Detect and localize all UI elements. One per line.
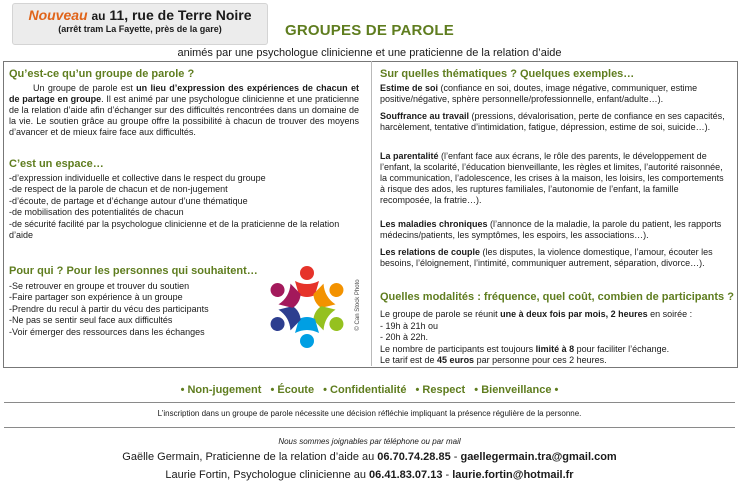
access-info: (arrêt tram La Fayette, près de la gare) [58,24,222,34]
list-item: -Prendre du recul à partir du vécu des participants [9,303,209,314]
address-box [12,3,268,45]
theme-block: La parentalité (l’enfant face aux écrans, le rôle des parents, le développement de l’enfant, la scolarité, l’éducation bienveillante, les règles et limites, l’autorité raisonnée, la communication, l’adolescence, les crises à la maison, les loisirs, les comportements à risque des ados, les ruptures familiales, l’autonomie de l’enfant, la famille recomposée, la fratrie…). [380,151,724,205]
contact-email[interactable]: gaellegermain.tra@gmail.com [460,451,617,463]
space-list [9,173,359,241]
list-item: -Voir émerger des ressources dans les échanges [9,326,205,337]
who-list [9,281,239,338]
address-text: 11, rue de Terre Noire [109,7,252,23]
people-circle-logo [262,262,352,352]
page-subtitle: animés par une psychologue clinicienne et une praticienne de la relation d’aide [177,47,562,59]
section-heading-themes: Sur quelles thématiques ? Quelques exemples… [380,68,635,80]
divider-top [4,402,735,403]
address-prefix: au [91,9,106,23]
logo-credit-wrap [352,262,364,352]
address-line [13,7,267,23]
contact-name: Laurie Fortin [165,469,228,481]
value-item: • Écoute [270,384,315,396]
list-item: -de mobilisation des potentialités de chacun [9,207,184,218]
contact-name: Gaëlle Germain [122,451,200,463]
nouveau-label: Nouveau [28,7,88,23]
time-slot: - 20h à 22h. [380,332,429,343]
logo-credit: © Can Stock Photo [355,279,361,331]
value-item: • Confidentialité [323,384,407,396]
contact-phone[interactable]: 06.41.83.07.13 [369,469,443,481]
divider-bottom [4,427,735,428]
value-item: • Bienveillance • [474,384,559,396]
theme-block: Les relations de couple (les disputes, la violence domestique, l’amour, écouter les besoins, l’éloignement, l’intimité, communiquer autrement, séparation, divorce…). [380,247,713,268]
value-item: • Respect [415,384,466,396]
list-item: -d’écoute, de partage et d’échange autour d’une thématique [9,195,248,206]
list-item: -Se retrouver en groupe et trouver du soutien [9,281,190,291]
section-heading-who: Pour qui ? Pour les personnes qui souhaitent… [9,265,258,277]
column-divider [371,61,372,366]
list-item: -Faire partager son expérience à un groupe [9,292,183,303]
section-heading-modalities: Quelles modalités : fréquence, quel coût, combien de participants ? [380,291,734,303]
value-item: • Non-jugement [180,384,262,396]
values-bar [0,384,739,396]
list-item: -d’expression individuelle et collective dans le respect du groupe [9,173,266,183]
section-heading-space: C’est un espace… [9,158,104,170]
page-title: GROUPES DE PAROLE [285,22,454,39]
section-text-what: Un groupe de parole est un lieu d’expression des expériences de chacun et de partage en groupe. Il est animé par une psychologue clinicienne et une praticienne de la relation d’aide afin d’échanger sur des difficultés rencontrées dans un domaine de la vie. Le soutien grâce au groupe offre la possibilité à chacun de trouver des moyens d’avancer et de mieux faire face aux difficultés. [9,83,359,137]
list-item: -Ne pas se sentir seul face aux difficultés [9,315,173,326]
list-item: -de sécurité facilité par la psychologue clinicienne et de la praticienne de la relation d’aide [9,218,340,241]
theme-block: Les maladies chroniques (l’annonce de la maladie, la parole du patient, les rapports médecins/patients, les symptômes, les espoirs, les associations…). [380,219,722,240]
list-item: -de respect de la parole de chacun et de non-jugement [9,184,228,195]
contact-line-1: Gaëlle Germain, Praticienne de la relation d’aide au 06.70.74.28.85 - gaellegermain.tra@gmail.com [122,451,617,463]
registration-note: L’inscription dans un groupe de parole nécessite une décision réfléchie impliquant la présence régulière de la personne. [157,409,582,418]
contact-email[interactable]: laurie.fortin@hotmail.fr [452,469,574,481]
theme-block: Estime de soi (confiance en soi, doutes, image négative, communiquer, estime positive/négative, sphère personnelle/professionnelle, enfant/adulte…). [380,83,698,104]
contact-line-2: Laurie Fortin, Psychologue clinicienne au 06.41.83.07.13 - laurie.fortin@hotmail.fr [165,469,574,481]
section-heading-what: Qu’est-ce qu’un groupe de parole ? [9,68,195,80]
modalities-block: Le groupe de parole se réunit une à deux fois par mois, 2 heures en soirée : - 19h à 21h ou - 20h à 22h. Le nombre de participants est toujours limité à 8 pour faciliter l’échange. Le tarif est de 45 euros par personne pour ces 2 heures. [380,309,725,367]
time-slot: - 19h à 21h ou [380,320,439,331]
contact-intro: Nous sommes joignables par téléphone ou par mail [278,437,461,446]
contact-phone[interactable]: 06.70.74.28.85 [377,451,451,463]
theme-block: Souffrance au travail (pressions, dévalorisation, perte de confiance en ses capacités, harcèlement, tentative d’intimidation, fatigue, dépression, estime de soi, suicide…). [380,111,725,132]
